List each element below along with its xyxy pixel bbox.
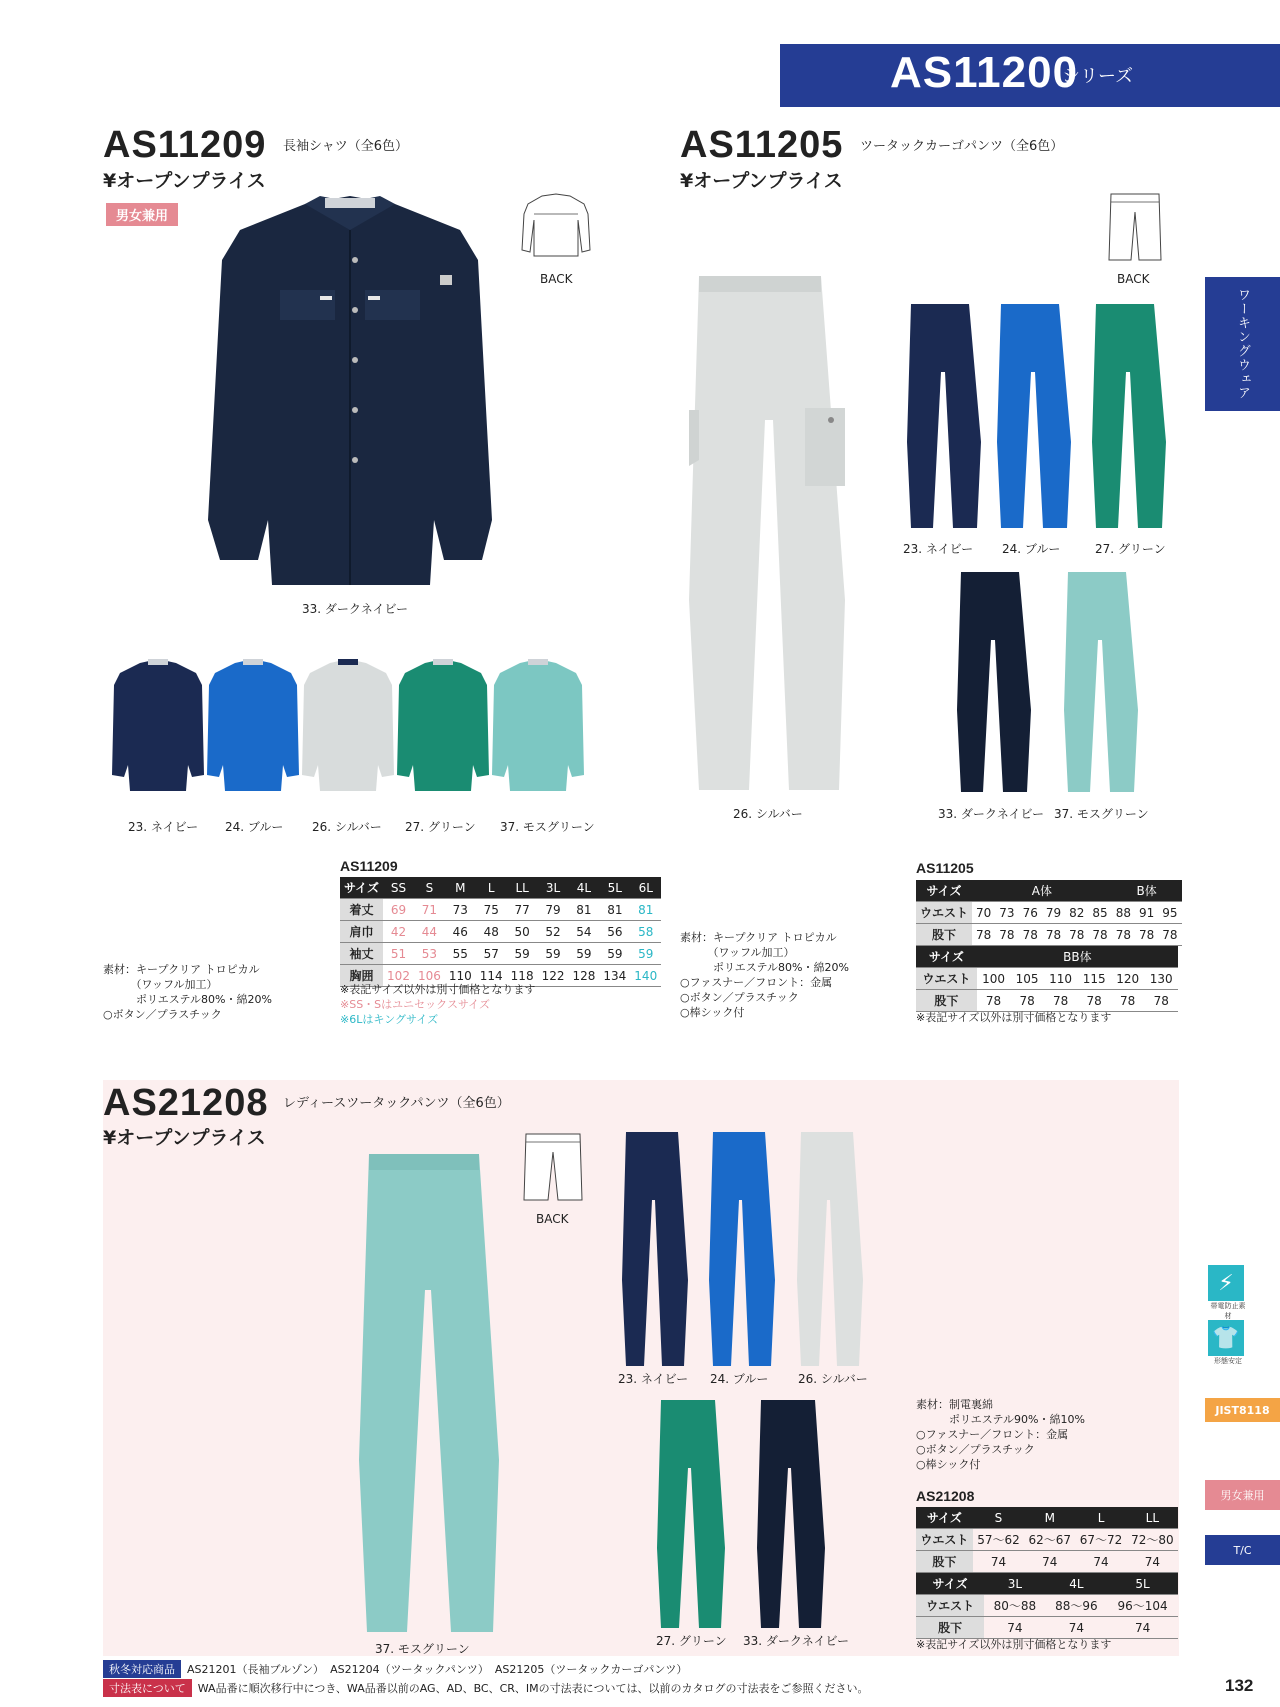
p2-td: 78 xyxy=(1088,924,1111,946)
p1-td: 122 xyxy=(538,965,569,987)
p1-th: 3L xyxy=(538,877,569,899)
p2-main-caption: 26. シルバー xyxy=(733,807,803,821)
p2-pants-23 xyxy=(905,302,985,532)
p2-code: AS11205 xyxy=(680,124,844,166)
p2-td: 股下 xyxy=(916,924,972,946)
table-row xyxy=(916,990,1178,1012)
p1-td: 52 xyxy=(538,921,569,943)
p3-table-title: AS21208 xyxy=(916,1488,975,1504)
p2-th: サイズ xyxy=(916,946,977,968)
footer-size-row xyxy=(103,1679,868,1697)
p2-desc: ツータックカーゴパンツ（全6色） xyxy=(860,139,1064,154)
p1-td: 73 xyxy=(445,899,476,921)
p2-td: 85 xyxy=(1088,902,1111,924)
p3-td: 74 xyxy=(1046,1617,1108,1639)
p2-table-header xyxy=(916,880,1182,902)
p1-td: 袖丈 xyxy=(340,943,383,965)
p1-main-caption: 33. ダークネイビー xyxy=(302,602,409,616)
p3-pants-24 xyxy=(707,1130,777,1370)
p2-td: 78 xyxy=(1112,924,1135,946)
p2-td: 78 xyxy=(1111,990,1145,1012)
table-row xyxy=(340,943,661,965)
p1-note-2: ※6Lはキングサイズ xyxy=(340,1013,439,1026)
p1-td: 50 xyxy=(507,921,538,943)
p1-th: 5L xyxy=(599,877,630,899)
p1-td: 44 xyxy=(414,921,445,943)
p2-td: 78 xyxy=(977,990,1011,1012)
p1-td: 42 xyxy=(383,921,414,943)
p2-td: 78 xyxy=(995,924,1018,946)
p1-note-1: ※SS・Sはユニセックスサイズ xyxy=(340,998,490,1011)
p2-td: 78 xyxy=(1135,924,1158,946)
p2-back-sketch xyxy=(1105,190,1165,262)
footer-item[interactable]: AS21204（ツータックパンツ） xyxy=(330,1663,489,1676)
p3-td: 72〜80 xyxy=(1127,1529,1178,1551)
p1-shirt-27 xyxy=(395,655,491,795)
side-tab-workwear[interactable]: ワーキングウェア xyxy=(1205,277,1280,411)
p2-color-top-1: 24. ブルー xyxy=(1002,542,1061,556)
table-row xyxy=(340,921,661,943)
p1-shirt-24 xyxy=(205,655,301,795)
p2-td: 78 xyxy=(1019,924,1042,946)
footer-autumn-row xyxy=(103,1660,687,1678)
p2-table-title: AS11205 xyxy=(916,860,974,876)
p1-color-caption-3: 27. グリーン xyxy=(405,820,476,834)
footer-label-autumn: 秋冬対応商品 xyxy=(103,1660,181,1678)
p3-td: 74 xyxy=(1024,1551,1075,1573)
p1-td: 53 xyxy=(414,943,445,965)
p1-color-caption-2: 26. シルバー xyxy=(312,820,382,834)
p3-th: 4L xyxy=(1046,1573,1108,1595)
p2-price: ¥オープンプライス xyxy=(680,170,843,192)
p1-td: 肩巾 xyxy=(340,921,383,943)
p3-code: AS21208 xyxy=(103,1082,269,1124)
table-row xyxy=(916,968,1178,990)
p3-td: 88〜96 xyxy=(1046,1595,1108,1617)
p2-td: 82 xyxy=(1065,902,1088,924)
p1-th: L xyxy=(476,877,507,899)
p2-td: 79 xyxy=(1042,902,1065,924)
unisex-badge: 男女兼用 xyxy=(1205,1480,1280,1510)
p3-price: ¥オープンプライス xyxy=(103,1127,266,1149)
p3-color-bottom-1: 33. ダークネイビー xyxy=(743,1634,850,1648)
p1-size-table xyxy=(340,877,661,987)
footer-item[interactable]: AS21201（長袖ブルゾン） xyxy=(187,1663,325,1676)
lightning-icon: ⚡ xyxy=(1208,1265,1244,1301)
p2-td: 95 xyxy=(1158,902,1181,924)
p3-td: 74 xyxy=(984,1617,1046,1639)
p1-td: 54 xyxy=(568,921,599,943)
p1-th: M xyxy=(445,877,476,899)
p2-td: 120 xyxy=(1111,968,1145,990)
p2-td: 110 xyxy=(1044,968,1078,990)
footer-label-size: 寸法表について xyxy=(103,1679,192,1697)
table-row xyxy=(916,1529,1178,1551)
p3-td: ウエスト xyxy=(916,1529,973,1551)
p1-th: 6L xyxy=(630,877,661,899)
p2-td: 76 xyxy=(1019,902,1042,924)
p1-price: ¥オープンプライス xyxy=(103,170,266,192)
p3-td: 80〜88 xyxy=(984,1595,1046,1617)
p1-td: 59 xyxy=(599,943,630,965)
p2-td: 78 xyxy=(1065,924,1088,946)
p3-pants-27 xyxy=(655,1398,727,1632)
jis-badge: JIST8118 xyxy=(1205,1398,1280,1422)
p3-th: サイズ xyxy=(916,1573,984,1595)
p1-td: 51 xyxy=(383,943,414,965)
p1-back-sketch xyxy=(520,190,592,260)
p1-notes xyxy=(340,982,535,1027)
p3-main-caption: 37. モスグリーン xyxy=(375,1642,470,1656)
p1-code: AS11209 xyxy=(103,124,267,166)
p1-th: S xyxy=(414,877,445,899)
p2-size-table-ab xyxy=(916,880,1182,946)
p1-shirt-26 xyxy=(300,655,396,795)
p2-td: ウエスト xyxy=(916,902,972,924)
p3-back-label: BACK xyxy=(536,1212,569,1226)
p1-td: 106 xyxy=(414,965,445,987)
p2-td: 130 xyxy=(1144,968,1178,990)
p3-back-sketch xyxy=(520,1130,586,1202)
p1-color-caption-1: 24. ブルー xyxy=(225,820,284,834)
page-number: 132 xyxy=(1225,1676,1254,1695)
p3-td: 股下 xyxy=(916,1617,984,1639)
p3-pants-23 xyxy=(620,1130,690,1370)
p2-th-b: B体 xyxy=(1112,880,1182,902)
p1-th: LL xyxy=(507,877,538,899)
table-row xyxy=(916,1551,1178,1573)
p3-td: 74 xyxy=(1075,1551,1126,1573)
p1-material: 素材：キープクリア トロピカル （ワッフル加工） ポリエステル80%・綿20% ○ボタン／プラスチック xyxy=(103,963,272,1021)
p1-td: 55 xyxy=(445,943,476,965)
p1-color-caption-4: 37. モスグリーン xyxy=(500,820,595,834)
p1-th: SS xyxy=(383,877,414,899)
p1-td: 128 xyxy=(568,965,599,987)
p2-pants-24 xyxy=(995,302,1075,532)
p2-td: 115 xyxy=(1077,968,1111,990)
p1-td: 77 xyxy=(507,899,538,921)
p3-color-top-1: 24. ブルー xyxy=(710,1372,769,1386)
p1-table-header xyxy=(340,877,661,899)
p3-pants-26 xyxy=(795,1130,865,1370)
p1-shirt-37 xyxy=(490,655,586,795)
p2-td: 70 xyxy=(972,902,995,924)
p1-td: 71 xyxy=(414,899,445,921)
p2-color-top-2: 27. グリーン xyxy=(1095,542,1166,556)
p2-pants-27 xyxy=(1090,302,1170,532)
p1-td: 134 xyxy=(599,965,630,987)
p3-main-pants-image xyxy=(355,1150,505,1635)
p1-note-0: ※表記サイズ以外は別寸価格となります xyxy=(340,983,536,996)
p3-td: 74 xyxy=(1107,1617,1178,1639)
p1-color-caption-0: 23. ネイビー xyxy=(128,820,199,834)
p3-td: 74 xyxy=(1127,1551,1178,1573)
p2-td: 股下 xyxy=(916,990,977,1012)
p1-td: 59 xyxy=(507,943,538,965)
p2-th-a: A体 xyxy=(972,880,1112,902)
p1-td: 140 xyxy=(630,965,661,987)
p2-td: 105 xyxy=(1010,968,1044,990)
series-code: AS11200 xyxy=(890,48,1079,97)
table-row xyxy=(916,1595,1178,1617)
p3-color-bottom-0: 27. グリーン xyxy=(656,1634,727,1648)
p1-td: 胸囲 xyxy=(340,965,383,987)
p3-th: M xyxy=(1024,1507,1075,1529)
p1-desc: 長袖シャツ（全6色） xyxy=(283,139,409,154)
footer-item[interactable]: AS21205（ツータックカーゴパンツ） xyxy=(494,1663,688,1676)
p3-note: ※表記サイズ以外は別寸価格となります xyxy=(916,1638,1112,1651)
p1-table-title: AS11209 xyxy=(340,858,398,874)
p1-td: 114 xyxy=(476,965,507,987)
p1-td: 59 xyxy=(630,943,661,965)
antistatic-badge xyxy=(1208,1265,1248,1321)
p1-td: 56 xyxy=(599,921,630,943)
p1-th: サイズ xyxy=(340,877,383,899)
p1-td: 着丈 xyxy=(340,899,383,921)
p2-td: 78 xyxy=(1010,990,1044,1012)
table-row xyxy=(916,1617,1178,1639)
p3-td: 股下 xyxy=(916,1551,973,1573)
p3-th: 3L xyxy=(984,1573,1046,1595)
p1-td: 58 xyxy=(630,921,661,943)
p2-td: 78 xyxy=(1042,924,1065,946)
series-suffix: シリーズ xyxy=(1062,66,1134,87)
p1-td: 110 xyxy=(445,965,476,987)
p1-unisex-tag: 男女兼用 xyxy=(106,203,178,226)
p1-td: 59 xyxy=(568,943,599,965)
p3-th: L xyxy=(1075,1507,1126,1529)
p3-size-table-2 xyxy=(916,1573,1178,1639)
p3-th: LL xyxy=(1127,1507,1178,1529)
p2-td: 100 xyxy=(977,968,1011,990)
p3-material: 素材：制電裏綿 ポリエステル90%・綿10% ○ファスナー／フロント：金属 ○ボタン／プラスチック ○棒シック付 xyxy=(916,1398,1085,1471)
p2-color-top-0: 23. ネイビー xyxy=(903,542,974,556)
p2-td: 88 xyxy=(1112,902,1135,924)
p3-td: ウエスト xyxy=(916,1595,984,1617)
p2-td: ウエスト xyxy=(916,968,977,990)
series-banner xyxy=(780,44,1280,107)
table-row xyxy=(340,899,661,921)
p1-td: 59 xyxy=(538,943,569,965)
p3-color-top-0: 23. ネイビー xyxy=(618,1372,689,1386)
p3-th: サイズ xyxy=(916,1507,973,1529)
shape-stable-label: 形態安定 xyxy=(1214,1357,1242,1365)
p1-td: 81 xyxy=(599,899,630,921)
p1-td: 48 xyxy=(476,921,507,943)
p2-td: 78 xyxy=(1158,924,1181,946)
p3-td: 96〜104 xyxy=(1107,1595,1178,1617)
p2-td: 73 xyxy=(995,902,1018,924)
p1-shirt-23 xyxy=(110,655,206,795)
p3-table-header-2 xyxy=(916,1573,1178,1595)
p2-color-bottom-0: 33. ダークネイビー xyxy=(938,807,1045,821)
p2-pants-33 xyxy=(955,570,1035,796)
p2-th-bb: BB体 xyxy=(977,946,1178,968)
p2-td: 78 xyxy=(972,924,995,946)
p1-td: 79 xyxy=(538,899,569,921)
p2-color-bottom-1: 37. モスグリーン xyxy=(1054,807,1149,821)
footer-size-note: WA品番に順次移行中につき、WA品番以前のAG、AD、BC、CR、IMの寸法表については、以前のカタログの寸法表をご参照ください。 xyxy=(197,1682,869,1695)
p2-back-label: BACK xyxy=(1117,272,1150,286)
p1-td: 46 xyxy=(445,921,476,943)
p2-material: 素材：キープクリア トロピカル （ワッフル加工） ポリエステル80%・綿20% ○ファスナー／フロント：金属 ○ボタン／プラスチック ○棒シック付 xyxy=(680,931,849,1019)
p3-pants-33 xyxy=(755,1398,827,1632)
p2-main-pants-image xyxy=(685,270,855,798)
p3-td: 67〜72 xyxy=(1075,1529,1126,1551)
shirt-icon: 👕 xyxy=(1208,1320,1244,1356)
antistatic-label: 帯電防止素材 xyxy=(1210,1302,1246,1320)
p2-table-header-bb xyxy=(916,946,1178,968)
p1-td: 69 xyxy=(383,899,414,921)
p1-th: 4L xyxy=(568,877,599,899)
p2-td: 78 xyxy=(1044,990,1078,1012)
p3-th: 5L xyxy=(1107,1573,1178,1595)
p3-size-table-1 xyxy=(916,1507,1178,1573)
p3-td: 74 xyxy=(973,1551,1024,1573)
p1-main-shirt-image xyxy=(200,190,500,595)
p1-td: 118 xyxy=(507,965,538,987)
shape-stable-badge xyxy=(1208,1320,1248,1366)
p2-note: ※表記サイズ以外は別寸価格となります xyxy=(916,1011,1112,1024)
p1-back-label: BACK xyxy=(540,272,573,286)
table-row xyxy=(916,924,1182,946)
p2-pants-37 xyxy=(1062,570,1142,796)
p1-td: 102 xyxy=(383,965,414,987)
tc-badge: T/C xyxy=(1205,1535,1280,1565)
p1-td: 81 xyxy=(568,899,599,921)
p3-td: 57〜62 xyxy=(973,1529,1024,1551)
table-row xyxy=(916,902,1182,924)
p3-color-top-2: 26. シルバー xyxy=(798,1372,868,1386)
p1-td: 75 xyxy=(476,899,507,921)
p3-desc: レディースツータックパンツ（全6色） xyxy=(283,1096,510,1111)
p3-th: S xyxy=(973,1507,1024,1529)
p2-td: 78 xyxy=(1077,990,1111,1012)
p3-td: 62〜67 xyxy=(1024,1529,1075,1551)
p2-th: サイズ xyxy=(916,880,972,902)
p3-table-header xyxy=(916,1507,1178,1529)
p1-td: 57 xyxy=(476,943,507,965)
p2-size-table-bb xyxy=(916,946,1178,1012)
p2-td: 78 xyxy=(1144,990,1178,1012)
p1-color-variants xyxy=(110,655,590,815)
p1-td: 81 xyxy=(630,899,661,921)
p2-td: 91 xyxy=(1135,902,1158,924)
